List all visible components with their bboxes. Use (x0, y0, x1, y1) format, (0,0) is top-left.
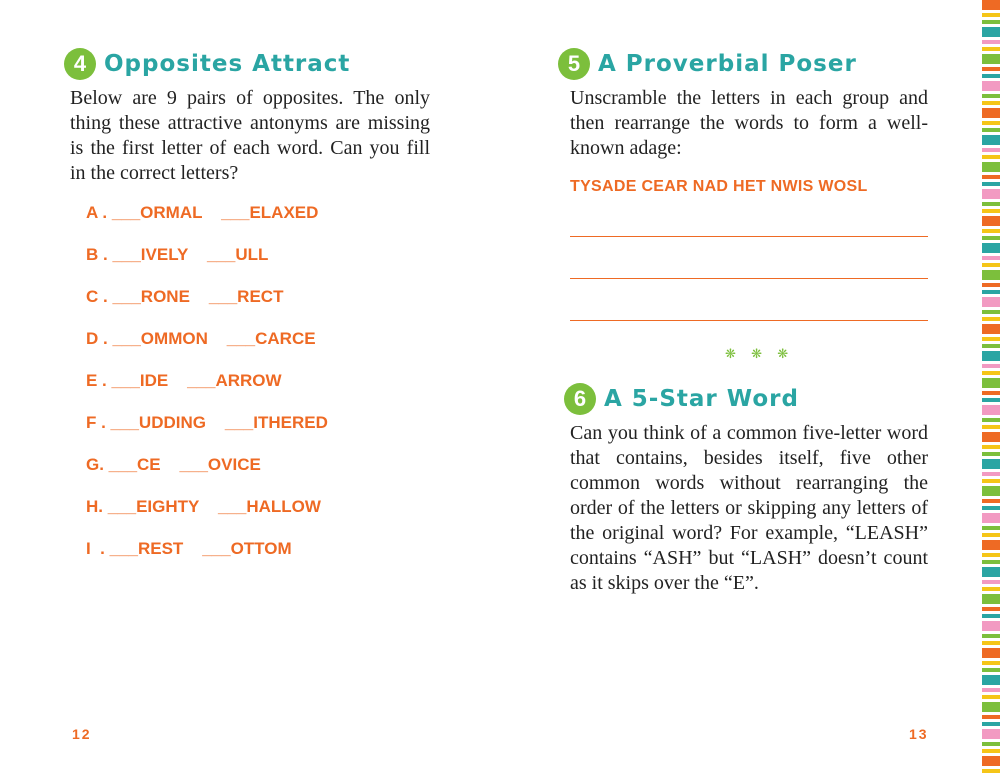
stripe-segment (982, 418, 1000, 422)
stripe-segment (982, 371, 1000, 375)
puzzle-6-header (564, 379, 799, 419)
opposite-pair-d: D . ___OMMON ___CARCE (86, 329, 316, 348)
stripe-segment (982, 162, 1000, 172)
stripe-segment (982, 526, 1000, 530)
stripe-segment (982, 20, 1000, 24)
stripe-segment (982, 155, 1000, 159)
opposites-list (86, 192, 328, 570)
stripe-segment (982, 263, 1000, 267)
stripe-segment (982, 256, 1000, 260)
stripe-segment (982, 668, 1000, 672)
puzzle-6-body: Can you think of a common five-letter word that contains, besides itself, five other common words without rearranging the order of the letters or skipping any letters of the original word? For example, “LEASH” contains “ASH” but “LASH” doesn’t count as it skips over the “E”. (570, 422, 928, 594)
stripe-segment (982, 553, 1000, 557)
puzzle-5-title: A Proverbial Poser (598, 51, 857, 77)
stripe-segment (982, 607, 1000, 611)
stripe-segment (982, 688, 1000, 692)
stripe-segment (982, 243, 1000, 253)
page-number-left: 12 (72, 726, 92, 742)
stripe-segment (982, 27, 1000, 37)
stripe-segment (982, 67, 1000, 71)
stripe-segment (982, 128, 1000, 132)
puzzle-6-number-badge: 6 (564, 383, 596, 415)
stripe-segment (982, 108, 1000, 118)
stripe-segment (982, 459, 1000, 469)
decorative-stripe-border (982, 0, 1000, 776)
stripe-segment (982, 81, 1000, 91)
opposite-pair-a: A . ___ORMAL ___ELAXED (86, 203, 319, 222)
answer-line-3[interactable] (570, 320, 928, 321)
stripe-segment (982, 499, 1000, 503)
stripe-segment (982, 0, 1000, 10)
stripe-segment (982, 317, 1000, 321)
stripe-segment (982, 506, 1000, 510)
stripe-segment (982, 425, 1000, 429)
stripe-segment (982, 769, 1000, 773)
stripe-segment (982, 648, 1000, 658)
answer-line-2[interactable] (570, 278, 928, 279)
stripe-segment (982, 54, 1000, 64)
stripe-segment (982, 560, 1000, 564)
stripe-segment (982, 513, 1000, 523)
stripe-segment (982, 270, 1000, 280)
stripe-segment (982, 74, 1000, 78)
stripe-segment (982, 486, 1000, 496)
stripe-segment (982, 297, 1000, 307)
stripe-segment (982, 175, 1000, 179)
opposite-pair-h: H. ___EIGHTY ___HALLOW (86, 497, 321, 516)
stripe-segment (982, 533, 1000, 537)
stripe-segment (982, 580, 1000, 584)
puzzle-5-intro: Unscramble the letters in each group and then rearrange the words to form a well-known adage: (570, 87, 928, 159)
puzzle-4-title: Opposites Attract (104, 51, 351, 77)
stripe-segment (982, 236, 1000, 240)
opposite-pair-i: I . ___REST ___OTTOM (86, 539, 292, 558)
page-number-right: 13 (909, 726, 929, 742)
section-divider: ❋ ❋ ❋ (725, 346, 795, 361)
stripe-segment (982, 135, 1000, 145)
stripe-segment (982, 229, 1000, 233)
stripe-segment (982, 432, 1000, 442)
stripe-segment (982, 101, 1000, 105)
stripe-segment (982, 756, 1000, 766)
opposite-pair-e: E . ___IDE ___ARROW (86, 371, 282, 390)
opposite-pair-f: F . ___UDDING ___ITHERED (86, 413, 328, 432)
stripe-segment (982, 13, 1000, 17)
stripe-segment (982, 695, 1000, 699)
stripe-segment (982, 283, 1000, 287)
opposite-pair-b: B . ___IVELY ___ULL (86, 245, 269, 264)
stripe-segment (982, 661, 1000, 665)
stripe-segment (982, 47, 1000, 51)
stripe-segment (982, 722, 1000, 726)
stripe-segment (982, 641, 1000, 645)
puzzle-4-header (64, 44, 350, 84)
answer-line-1[interactable] (570, 236, 928, 237)
stripe-segment (982, 209, 1000, 213)
opposite-pair-g: G. ___CE ___OVICE (86, 455, 261, 474)
stripe-segment (982, 452, 1000, 456)
stripe-segment (982, 729, 1000, 739)
stripe-segment (982, 634, 1000, 638)
stripe-segment (982, 391, 1000, 395)
stripe-segment (982, 40, 1000, 44)
stripe-segment (982, 472, 1000, 476)
puzzle-4-number-badge: 4 (64, 48, 96, 80)
puzzle-5-header (558, 44, 857, 84)
stripe-segment (982, 94, 1000, 98)
stripe-segment (982, 621, 1000, 631)
stripe-segment (982, 121, 1000, 125)
opposite-pair-c: C . ___RONE ___RECT (86, 287, 284, 306)
stripe-segment (982, 742, 1000, 746)
puzzle-5-number-badge: 5 (558, 48, 590, 80)
stripe-segment (982, 310, 1000, 314)
stripe-segment (982, 540, 1000, 550)
scrambled-letters: TYSADE CEAR NAD HET NWIS WOSL (570, 178, 868, 195)
stripe-segment (982, 216, 1000, 226)
stripe-segment (982, 189, 1000, 199)
stripe-segment (982, 337, 1000, 341)
stripe-segment (982, 405, 1000, 415)
stripe-segment (982, 398, 1000, 402)
stripe-segment (982, 445, 1000, 449)
stripe-segment (982, 378, 1000, 388)
stripe-segment (982, 479, 1000, 483)
stripe-segment (982, 567, 1000, 577)
stripe-segment (982, 702, 1000, 712)
stripe-segment (982, 351, 1000, 361)
stripe-segment (982, 290, 1000, 294)
stripe-segment (982, 364, 1000, 368)
stripe-segment (982, 344, 1000, 348)
stripe-segment (982, 749, 1000, 753)
stripe-segment (982, 675, 1000, 685)
stripe-segment (982, 202, 1000, 206)
stripe-segment (982, 587, 1000, 591)
stripe-segment (982, 614, 1000, 618)
stripe-segment (982, 148, 1000, 152)
puzzle-4-intro: Below are 9 pairs of opposites. The only thing these attractive antonyms are missing is the first letter of each word. Can you fill in the correct letters? (70, 87, 430, 184)
stripe-segment (982, 594, 1000, 604)
stripe-segment (982, 182, 1000, 186)
puzzle-6-title: A 5-Star Word (604, 386, 799, 412)
stripe-segment (982, 715, 1000, 719)
stripe-segment (982, 324, 1000, 334)
